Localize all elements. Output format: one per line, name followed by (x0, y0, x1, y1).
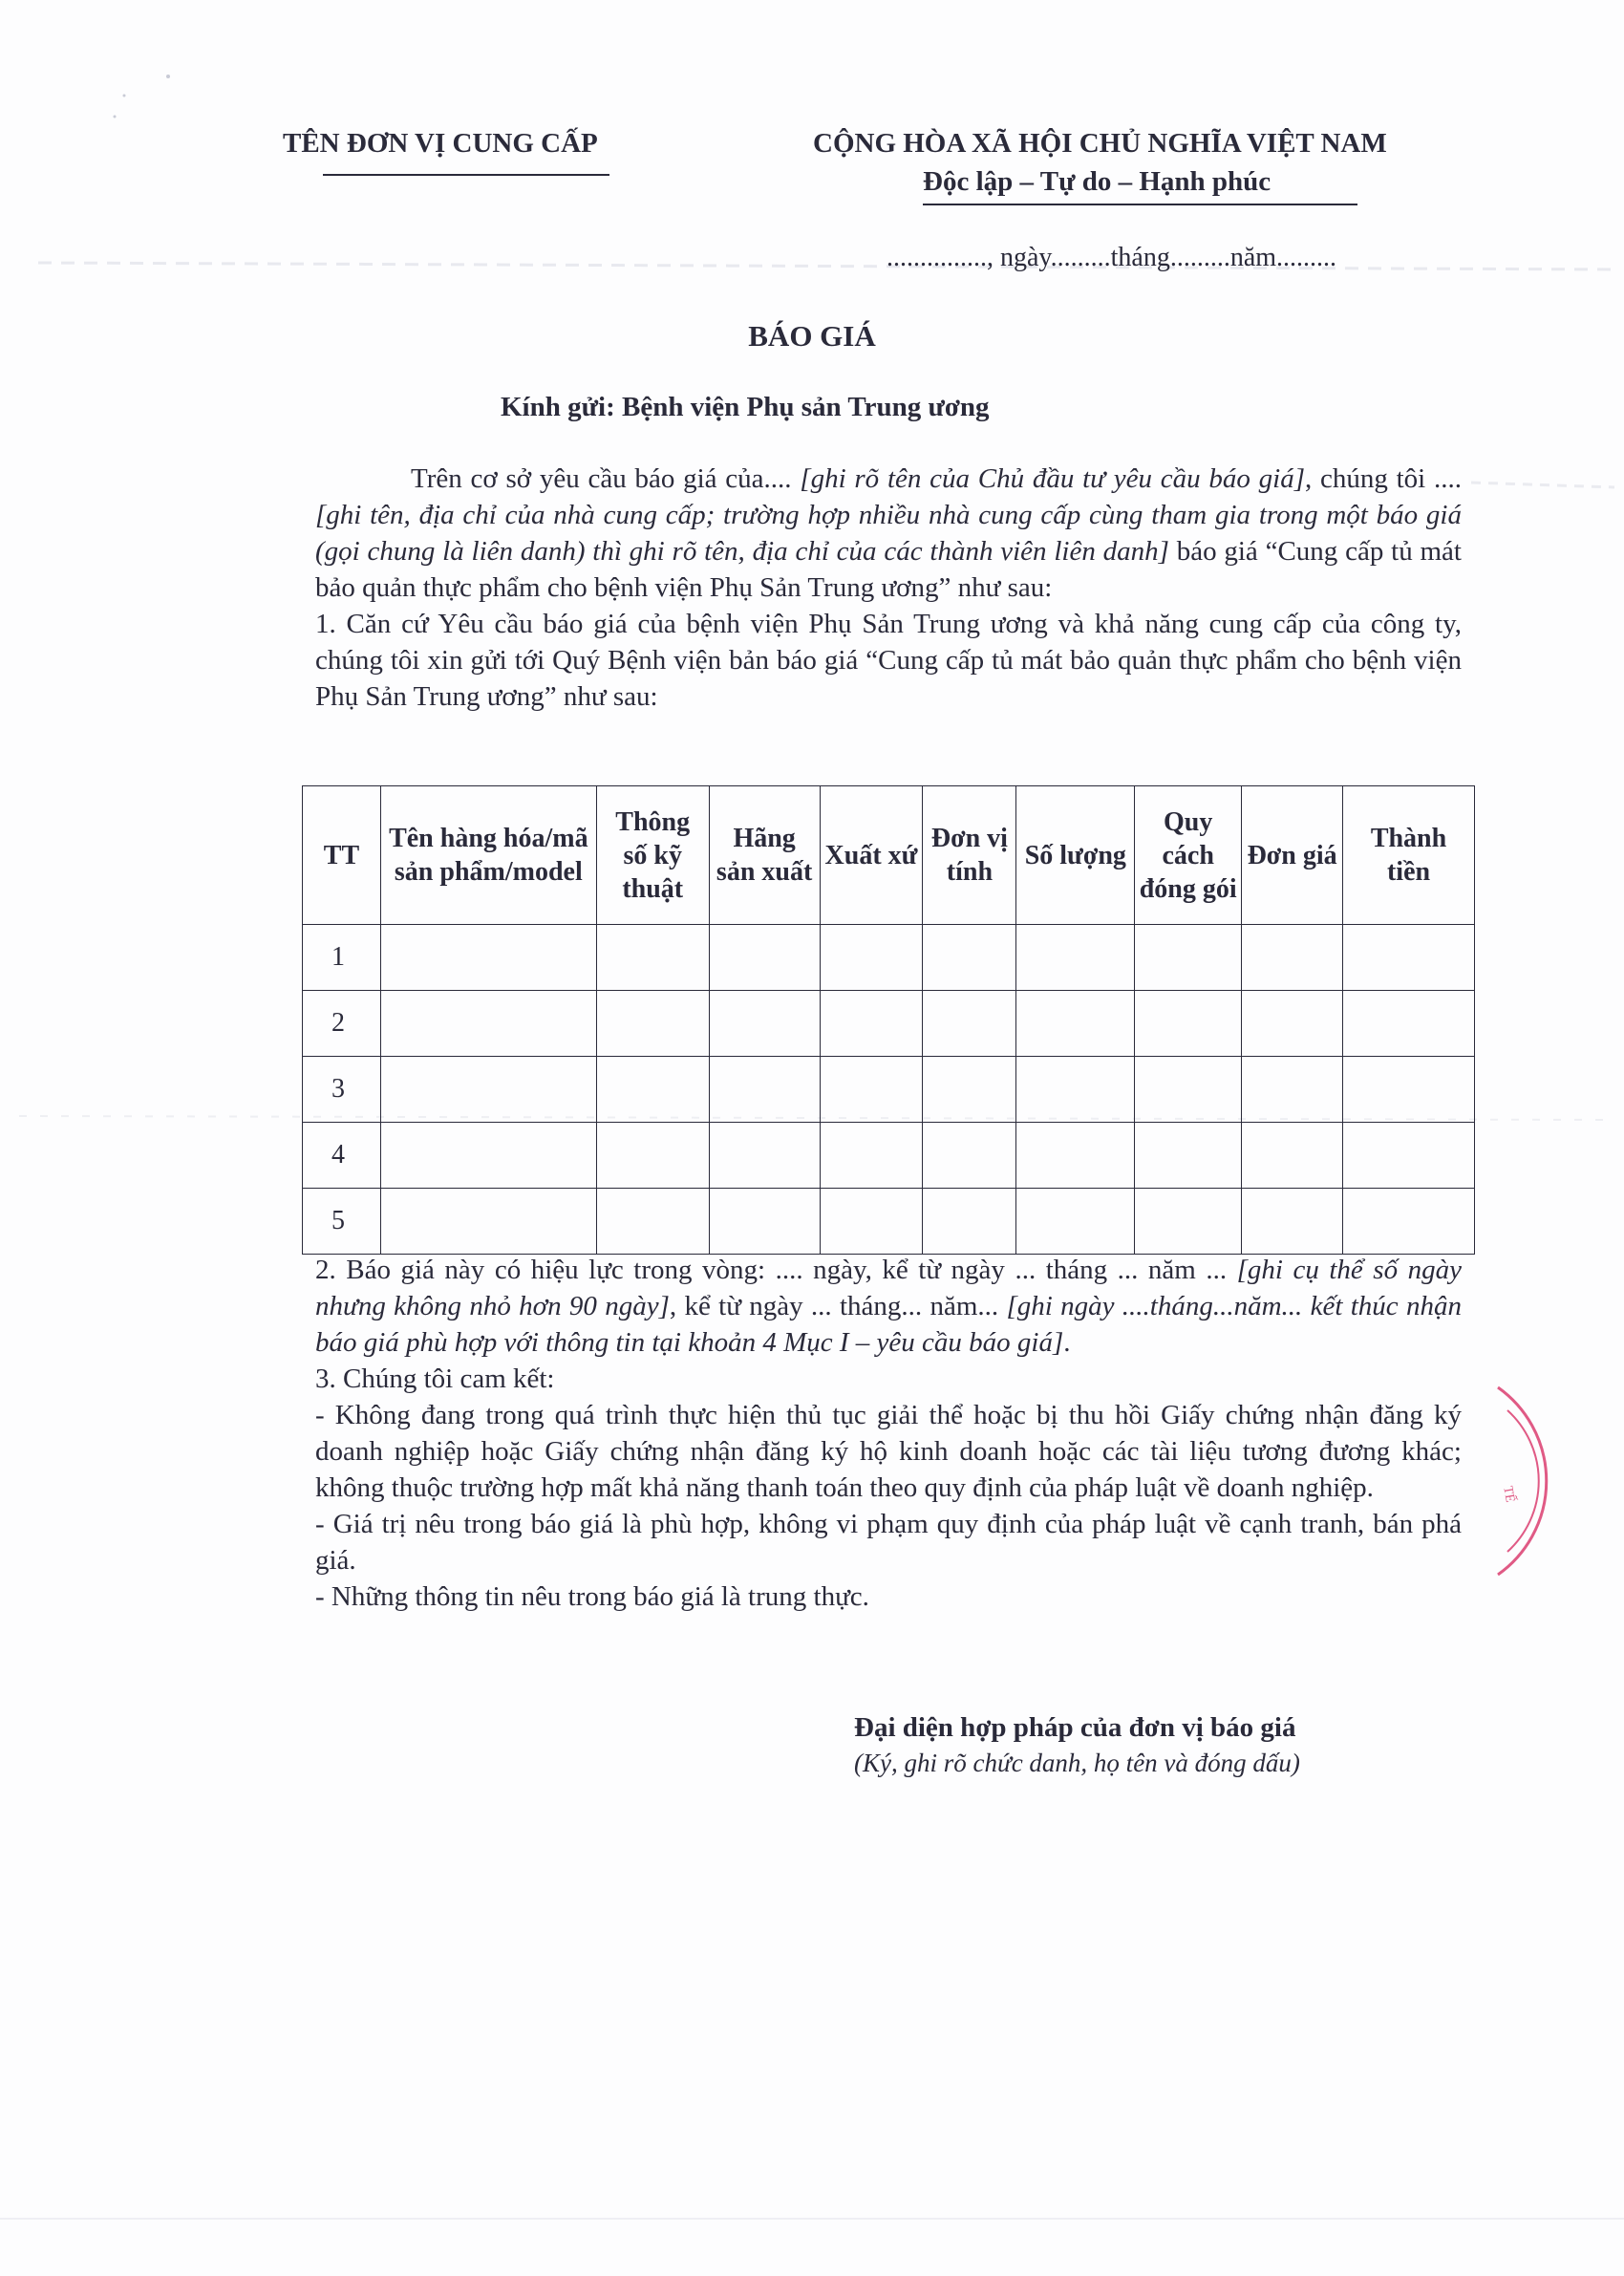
table-cell[interactable] (380, 925, 596, 991)
motto-underline (923, 204, 1357, 205)
section-3-heading: 3. Chúng tôi cam kết: (315, 1363, 555, 1394)
place-date-line: ..............., ngày.........tháng.........năm......... (887, 243, 1337, 272)
row-number: 5 (303, 1189, 381, 1255)
row-number: 1 (303, 925, 381, 991)
validity-placeholder-days: [ghi cụ thể số ngày nhưng không nhỏ hơn 90 ngày] (315, 1255, 1462, 1321)
table-cell[interactable] (820, 1123, 923, 1189)
table-cell[interactable] (1016, 991, 1135, 1057)
table-cell[interactable] (596, 1057, 709, 1123)
section-2-text (315, 1252, 1462, 1361)
table-cell[interactable] (1343, 1123, 1475, 1189)
quote-table (302, 785, 1475, 1255)
col-header-packaging: Quy cách đóng gói (1135, 786, 1242, 925)
table-cell[interactable] (923, 1123, 1016, 1189)
table-cell[interactable] (1343, 925, 1475, 991)
col-header-total: Thành tiền (1343, 786, 1475, 925)
row-number: 2 (303, 991, 381, 1057)
col-header-specs: Thông số kỹ thuật (596, 786, 709, 925)
table-cell[interactable] (1016, 1123, 1135, 1189)
col-header-unit-price: Đơn giá (1242, 786, 1343, 925)
stamp-fragment-text: TẾ (1500, 1485, 1517, 1504)
table-cell[interactable] (380, 1057, 596, 1123)
col-header-product: Tên hàng hóa/mã sản phẩm/model (380, 786, 596, 925)
intro-text-1: Trên cơ sở yêu cầu báo giá của.... (411, 463, 792, 494)
table-cell[interactable] (1242, 1123, 1343, 1189)
signatory-note: (Ký, ghi rõ chức danh, họ tên và đóng dấu) (854, 1749, 1300, 1777)
national-motto: Độc lập – Tự do – Hạnh phúc (923, 166, 1271, 197)
table-cell[interactable] (1242, 1057, 1343, 1123)
table-cell[interactable] (596, 1123, 709, 1189)
table-row (303, 925, 1475, 991)
table-row (303, 1189, 1475, 1255)
commitment-item: - Giá trị nêu trong báo giá là phù hợp, không vi phạm quy định của pháp luật về cạnh tranh, bán phá giá. (315, 1509, 1462, 1576)
terms-section (315, 1252, 1462, 1615)
table-cell[interactable] (380, 1189, 596, 1255)
table-cell[interactable] (820, 925, 923, 991)
table-cell[interactable] (923, 925, 1016, 991)
table-row (303, 1057, 1475, 1123)
table-row (303, 1123, 1475, 1189)
recipient-line: Kính gửi: Bệnh viện Phụ sản Trung ương (501, 392, 990, 422)
table-cell[interactable] (820, 1189, 923, 1255)
table-cell[interactable] (820, 991, 923, 1057)
table-cell[interactable] (1242, 925, 1343, 991)
validity-text-2: , kể từ ngày ... tháng... năm... (669, 1291, 1007, 1321)
table-cell[interactable] (596, 925, 709, 991)
commitment-item: - Không đang trong quá trình thực hiện thủ tục giải thể hoặc bị thu hồi Giấy chứng nhận đăng ký doanh nghiệp hoặc Giấy chứng nhận đăng ký hộ kinh doanh hoặc các tài liệu tương đương khác; không thuộc trường hợp mất khả năng thanh toán theo quy định của pháp luật về doanh nghiệp. (315, 1400, 1462, 1503)
table-cell[interactable] (1343, 1189, 1475, 1255)
table-cell[interactable] (380, 991, 596, 1057)
national-title: CỘNG HÒA XÃ HỘI CHỦ NGHĨA VIỆT NAM (813, 128, 1387, 159)
table-row (303, 991, 1475, 1057)
col-header-origin: Xuất xứ (820, 786, 923, 925)
table-cell[interactable] (1135, 1057, 1242, 1123)
row-number: 4 (303, 1123, 381, 1189)
table-cell[interactable] (709, 1123, 820, 1189)
table-cell[interactable] (1135, 925, 1242, 991)
table-cell[interactable] (1242, 1189, 1343, 1255)
section-1-text: 1. Căn cứ Yêu cầu báo giá của bệnh viện Phụ Sản Trung ương và khả năng cung cấp của công ty, chúng tôi xin gửi tới Quý Bệnh viện bản báo giá “Cung cấp tủ mát bảo quản thực phẩm cho bệnh viện Phụ Sản Trung ương” như sau: (315, 609, 1462, 712)
validity-text-1: 2. Báo giá này có hiệu lực trong vòng: .... ngày, kể từ ngày ... tháng ... năm ... (315, 1255, 1237, 1285)
table-cell[interactable] (1016, 925, 1135, 991)
supplier-name-heading: TÊN ĐƠN VỊ CUNG CẤP (283, 128, 598, 159)
stamp-fragment-icon (1496, 1385, 1553, 1577)
table-cell[interactable] (1343, 1057, 1475, 1123)
table-cell[interactable] (1242, 991, 1343, 1057)
table-cell[interactable] (1135, 991, 1242, 1057)
validity-placeholder-date: [ghi ngày ....tháng...năm... kết thúc nhận báo giá phù hợp với thông tin tại khoản 4 Mục I – yêu cầu báo giá] (315, 1291, 1462, 1358)
intro-placeholder-supplier: [ghi tên, địa chỉ của nhà cung cấp; trường hợp nhiều nhà cung cấp cùng tham gia trong một báo giá (gọi chung là liên danh) thì ghi rõ tên, địa chỉ của các thành viên liên danh] (315, 500, 1462, 567)
row-number: 3 (303, 1057, 381, 1123)
table-cell[interactable] (380, 1123, 596, 1189)
commitment-item: - Những thông tin nêu trong báo giá là trung thực. (315, 1581, 869, 1612)
table-cell[interactable] (820, 1057, 923, 1123)
table-header-row (303, 786, 1475, 925)
table-cell[interactable] (923, 991, 1016, 1057)
table-cell[interactable] (923, 1189, 1016, 1255)
table-cell[interactable] (1135, 1189, 1242, 1255)
col-header-unit: Đơn vị tính (923, 786, 1016, 925)
col-header-manufacturer: Hãng sản xuất (709, 786, 820, 925)
col-header-tt: TT (303, 786, 381, 925)
intro-placeholder-requester: [ghi rõ tên của Chủ đầu tư yêu cầu báo giá] (800, 463, 1305, 494)
table-cell[interactable] (709, 1057, 820, 1123)
table-cell[interactable] (709, 1189, 820, 1255)
signatory-title: Đại diện hợp pháp của đơn vị báo giá (854, 1712, 1296, 1743)
intro-text-3: báo giá “Cung cấp tủ mát bảo quản thực phẩm cho bệnh viện Phụ Sản Trung ương” như sau: (315, 536, 1462, 603)
table-cell[interactable] (709, 991, 820, 1057)
table-cell[interactable] (1343, 991, 1475, 1057)
table-cell[interactable] (709, 925, 820, 991)
col-header-quantity: Số lượng (1016, 786, 1135, 925)
document-title: BÁO GIÁ (748, 319, 876, 353)
validity-text-3: . (1063, 1327, 1071, 1358)
table-cell[interactable] (1016, 1057, 1135, 1123)
table-cell[interactable] (923, 1057, 1016, 1123)
table-cell[interactable] (596, 1189, 709, 1255)
supplier-heading-underline (323, 174, 609, 176)
table-cell[interactable] (1016, 1189, 1135, 1255)
table-cell[interactable] (596, 991, 709, 1057)
intro-text-2: , chúng tôi .... (1304, 463, 1462, 494)
intro-paragraph (315, 461, 1462, 715)
table-cell[interactable] (1135, 1123, 1242, 1189)
